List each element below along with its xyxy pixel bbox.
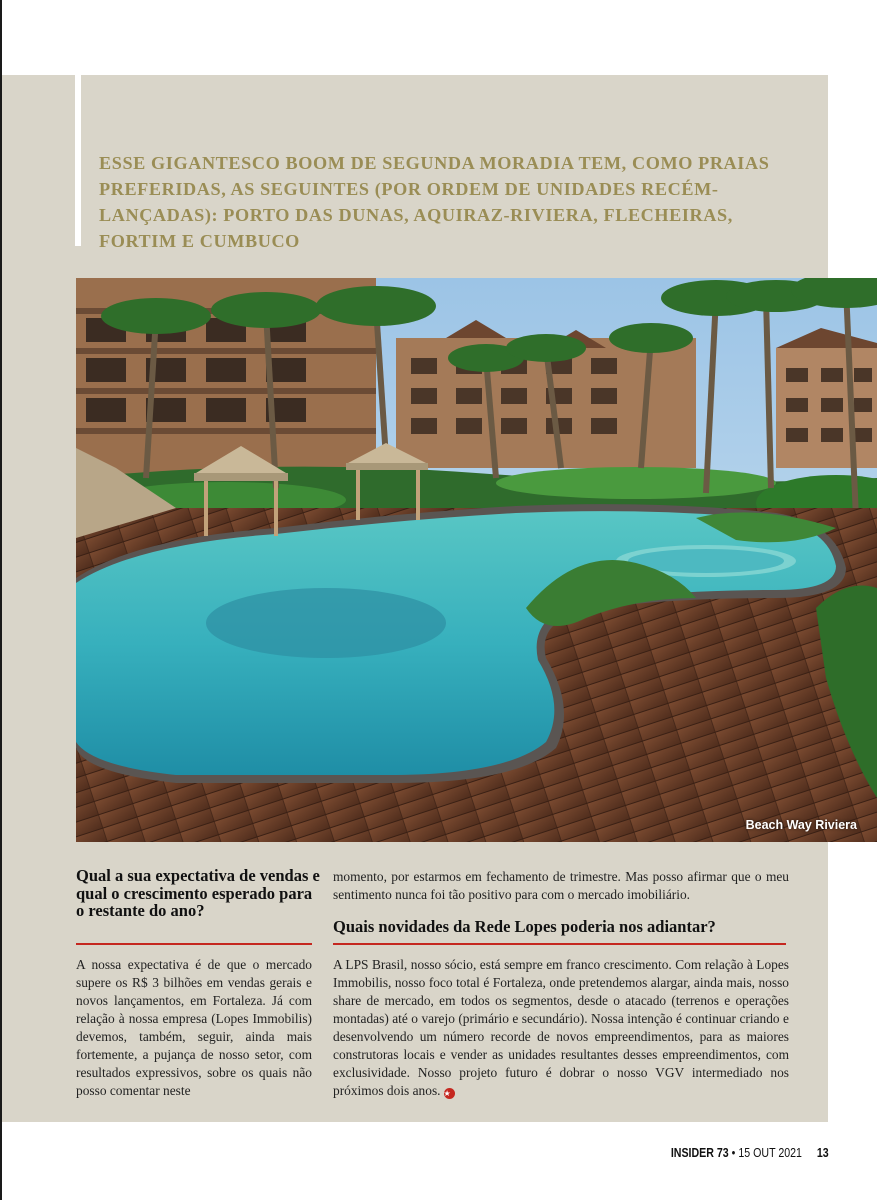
photo-caption: Beach Way Riviera (745, 818, 857, 832)
question-1-heading: Qual a sua expectativa de vendas e qual o crescimento esperado para o restante do ano? (76, 866, 320, 920)
pull-quote: ESSE GIGANTESCO BOOM DE SEGUNDA MORADIA TEM, COMO PRAIAS PREFERIDAS, AS SEGUINTES (POR ORDEM DE UNIDADES RECÉM-LANÇADAS): PORTO DAS DUNAS, AQUIRAZ-RIVIERA, FLECHEIRAS, FORTIM E CUMBUCO (99, 153, 770, 251)
answer-1-part-2: momento, por estarmos em fechamento de trimestre. Mas posso afirmar que o meu sentimento nunca foi tão positivo para com o mercado imobiliário. (333, 869, 789, 902)
page-left-edge (0, 0, 2, 1200)
pull-quote-bar (75, 75, 81, 246)
question-1-rule (76, 943, 312, 945)
pool-illustration (76, 278, 877, 842)
question-2-heading: Quais novidades da Rede Lopes poderia nos adiantar? (333, 917, 716, 936)
end-mark-icon: ★ (444, 1088, 455, 1099)
answer-2-text: A LPS Brasil, nosso sócio, está sempre em franco crescimento. Com relação à Lopes Immobilis, nosso foco total é Fortaleza, onde pretendemos alargar, ainda mais, nosso share de mercado, em todos os segmentos, desde o atacado (terrenos e operações montadas) até o varejo (primário e secundário). Nossa intenção é continuar criando e desenvolvendo um número recorde de novos empreendimentos, para as maiores construtoras locais e vender as unidades resultantes desses empreendimentos, com exclusividade. Nosso projeto futuro é dobrar o nosso VGV intermediado nos próximos dois anos. (333, 957, 789, 1098)
answer-2-paragraph (333, 956, 789, 1100)
page-footer (671, 1146, 829, 1160)
resort-pool-photo (76, 278, 877, 842)
magazine-name: INSIDER 73 (671, 1146, 730, 1160)
answer-1-part-1: A nossa expectativa é de que o mercado supere os R$ 3 bilhões em vendas gerais e novos lançamentos, em Fortaleza. Já com relação à nossa empresa (Lopes Immobilis) devemos, também, seguir, ainda mais fortemente, a pujança de nosso setor, com resultados expressivos, sobre os quais não posso comentar neste (76, 957, 312, 1098)
question-2-rule (333, 943, 786, 945)
issue-date: • 15 OUT 2021 (732, 1146, 803, 1160)
page-number: 13 (817, 1146, 829, 1160)
